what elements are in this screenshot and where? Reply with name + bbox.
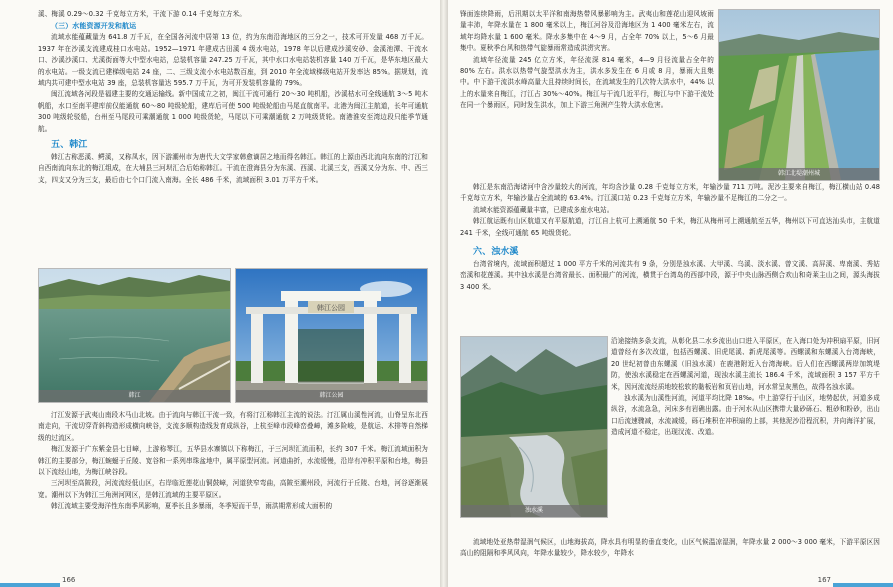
photo-zhuoshui-river	[460, 336, 608, 518]
river-landscape-image	[39, 269, 230, 402]
photo-caption-embankment: 韩江北堤潮州城	[719, 168, 879, 180]
paragraph-zhuoshui-gradient: 浊水溪为山溪性河流，河道平均比降 18‰。中上游穿行于山区，地势起伏，河道多成纵谷，水流急急，河床多有岩礁出露。由于河水从山区携带大量砂砾石、粗砂和粉砂，出山口后流速骤减，水流减缓，砾石堆积在冲积扇的上部，其他泥沙沿程沉积，并向海洋扩展，造成河道不稳定，出现汊流、改道。	[611, 394, 880, 437]
photo-caption-hanjiang: 韩江	[39, 390, 230, 402]
right-page	[448, 0, 893, 587]
page-number-left: 166	[62, 576, 76, 584]
embankment-aerial-image	[719, 10, 879, 180]
subsection-heading-hydropower: （三）水能资源开发和航运	[51, 22, 137, 31]
left-page-body	[38, 9, 428, 186]
paragraph-climate-start: 韩江流域主要受海洋性东南季风影响，夏季长且多暴雨，冬季短而干旱，雨洪期常形成大面积的	[51, 502, 333, 511]
gate-plaque-text: 韩江公园	[317, 304, 345, 312]
paragraph-hydropower: 流域水能蕴藏量为 641.8 万千瓦，在全国各河流中居第 13 位，约为东南沿海地区的三分之一，技术可开发量 468 万千瓦。1937 年在沙溪支流建成桂口水电站。1952—1971 年建成古田溪 4 级水电站，1978 年以后建成沙溪安砂、金溪池潭、干流水口、沙溪沙溪口、尤溪街面等大中型水电站，总装机容量 247.25 万千瓦，其中水口水电站装机容量 140 万千瓦，是华东地区最大的水电站。一级支流已建梯级电站 24 座，二、三级支流小水电站数百座，到 2010 年全流域梯级电站开发率达 85%。据规划，流域内共可建中型水电站 39 座，总装机容量达 595.7 万千瓦，为可开发装机容量的 79%。	[38, 33, 428, 88]
right-page-column-top	[460, 9, 714, 112]
left-page-body-lower	[38, 410, 428, 513]
footer-bar-left	[0, 583, 60, 587]
photo-caption-park: 韩江公园	[236, 390, 427, 402]
right-page-column-lower	[611, 336, 880, 439]
book-gutter	[440, 0, 448, 587]
photo-hanjiang-park	[235, 268, 428, 403]
paragraph-meijiang: 梅江发源于广东紫金县七目嶂，上游称琴江，五华县水寨镇以下称梅江，于三河坝汇流而积，长约 307 千米。梅江流域面积为韩江的主要部分，梅江蜿蜒于丘陵、宽谷和一系列串珠盆地中，属平原型河流。河道曲折，水流缓慢，沿岸有冲积平原和台地，梅县以下流经山地，为梅江峡谷段。	[38, 445, 428, 477]
paragraph-tingjiang: 汀江发源于武夷山南段木马山北坡。由于流向与韩江干流一致，有将汀江称韩江主流的说法。汀江属山溪性河流，山脊呈东北西南走向，干流切穿背斜构造形成横向峡谷，支流多顺构造线发育成纵谷，上杭至峰市段峰峦叠嶂，滩多险峻，是航运、木排等自然梯级的过流区。	[38, 411, 428, 442]
photo-chaozhou-embankment	[718, 9, 880, 181]
park-gate-image	[236, 269, 427, 402]
paragraph-runoff: 流域年径流量 245 亿立方米，年径流深 814 毫米，4—9 月径流量占全年的 80% 左右。洪水以热带气旋型洪水为主，洪水多发生在 6 月或 8 月，暴雨大且集中。中下游干流洪水峰高量大且持续时间长，在流域发生的几次特大洪水中，44% 以上的水量来自梅江，汀江占 30%～40%。梅江与干流几近平行，梅江与中下游干流处在同一个暴雨区，同时发生洪水，加上下游三角洲产生特大洪水危害。	[460, 55, 714, 110]
photo-caption-zhuoshui: 浊水溪	[461, 505, 607, 517]
paragraph-sediment-tail: 溪、梅溪 0.29～0.32 千克每立方米，干流下游 0.14 千克每立方米。	[38, 10, 246, 18]
paragraph-navigation: 闽江流域各河段是福建主要的交通运输线。新中国成立之初，闽江干流可通行 20～30 吨机船，沙溪枯水可全线通航 3～5 吨木帆船，水口至南平建库前仅能通航 60～80 吨级轮船，建库后可使 500 吨级轮船由马尾直航南平。北港为闽江主航道，长年可通航 300 吨级轮驳船，台州至马尾段可乘潮通航 1 000 吨级货轮，马尾以下可乘潮通航 2 万吨级货轮。南港淮安至湾边段只能季节通航。	[38, 90, 428, 133]
page-number-right: 167	[817, 576, 831, 584]
right-page-body-mid	[460, 182, 880, 293]
right-page-body-bottom	[460, 537, 880, 560]
paragraph-sanheba: 三河坝至高陂段，河流流经低山区，右岸临近莲花山铜鼓嶂，河道狭窄弯曲，高陂至潮州段，河流行于丘陵、台地，河谷逐渐展宽。潮州以下为韩江三角洲河网区，是韩江流域的主要平原区。	[38, 479, 428, 499]
footer-bar-right	[833, 583, 893, 587]
section-heading-hanjiang: 五、韩江	[51, 140, 88, 151]
paragraph-hanjiang-navigation: 韩江航运既有山区航道又有平原航道，汀江自上杭可上溯通航 50 千米，梅江从梅州可上溯通航至五华，梅州以下可直达汕头市，主航道 241 千米，全线可通航 65 吨级货轮。	[460, 217, 880, 237]
paragraph-zhuoshui-intro: 台湾省境内，流域面积超过 1 000 平方千米的河流共有 9 条，分别是浊水溪、大甲溪、乌溪、淡水溪、曾文溪、高屏溪、卑南溪、秀姑峦溪和花莲溪。其中浊水溪是台湾省最长、面积最广的河流，横贯于台湾岛的西部中段，源于中央山脉西侧合欢山和奇莱主山之间，源头海拔 3 400 米。	[460, 260, 880, 291]
left-page	[0, 0, 440, 587]
photo-hanjiang-river	[38, 268, 231, 403]
paragraph-hanjiang-intro: 韩江古称恶溪、鳄溪，又称凤水，因下游潮州市为唐代大文学家韩愈谪居之地而得名韩江。韩江的上源由西北流向东南的汀江和自西南流向东北的梅江组成，在大埔县三河坝汇合后始称韩江。干流在澄海县分为东溪、西溪、北溪三支，西溪又分为东、中、西三支，四支又分为三支，最后由七个口门流入南海。全长 486 千米，流域面积 3.01 万平方千米。	[38, 153, 428, 184]
paragraph-rainfall: 锋面连续降雨，后汛期以太平洋和南海热带风暴影响为主。武夷山和莲花山迎风坡雨量丰沛，年降水量在 1 800 毫米以上，梅江河谷及沿海地区为 1 400 毫米左右，流域年均降水量 1 600 毫米。降水多集中在 4～9 月，占全年 70% 以上，5～6 月最集中。夏秋季台风和热带气旋暴雨常造成洪涝灾害。	[460, 10, 714, 53]
paragraph-sediment: 韩江是东南沿海诸河中含沙量较大的河流，年均含沙量 0.28 千克每立方米，年输沙量 711 万吨。泥沙主要来自梅江，梅江横山站 0.48 千克每立方米，年输沙量占全流域的 63.4%。汀江溪口站 0.23 千克每立方米，年输沙量不足梅江的二分之一。	[460, 183, 880, 203]
paragraph-hydro-resources: 流域水能资源蕴藏量丰富，已建成多座水电站。	[473, 205, 614, 214]
paragraph-zhuoshui-climate: 流域地处亚热带湿润气候区，山地海拔高，降水具有明显的垂直变化，山区气候温凉湿润，年降水量 2 000～3 000 毫米，下游平原区因高山的阻隔和季风风向，年降水量较少，降水较少，年降水	[460, 538, 880, 558]
mountain-river-image	[461, 337, 607, 517]
section-heading-zhuoshui: 六、浊水溪	[473, 247, 519, 258]
paragraph-zhuoshui-course: 沿途接纳多条支流，从彰化县二水乡流出山口进入平原区，在入海口处为冲积扇平原，旧河道曾经有多次改道，包括西螺溪、旧虎尾溪、新虎尾溪等。西螺溪和东螺溪入台湾海峡，20 世纪初曾由东螺溪（旧浊水溪）在鹿港附近入台湾海峡。后人们在西螺溪两岸加筑堤防，使浊水溪稳定在西螺溪河道，现浊水溪主流长 186.4 千米，流域面积 3 157 平方千米，因河流流经质地较松软的黏板岩和页岩山地，河水常呈灰黑色，故得名浊水溪。	[611, 337, 880, 391]
